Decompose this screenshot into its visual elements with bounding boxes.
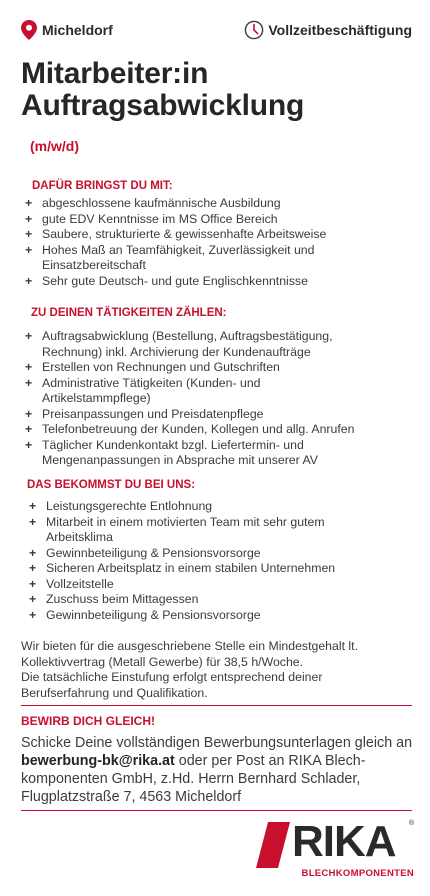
section-title-tasks: ZU DEINEN TÄTIGKEITEN ZÄHLEN: <box>31 307 227 319</box>
list-item: + Preisanpassungen und Preisdatenpflege <box>25 407 385 423</box>
divider <box>21 705 412 706</box>
list-item: + Saubere, strukturierte & gewissenhafte Arbeitsweise <box>25 227 413 243</box>
list-item: + Leistungsgerechte Entlohnung <box>29 499 369 515</box>
list-item: + Administrative Tätigkeiten (Kunden- und Artikelstammpflege) <box>25 376 385 407</box>
logo-subtitle: BLECHKOMPONENTEN <box>301 868 414 879</box>
job-title-line-2: Auftragsabwicklung <box>21 89 305 122</box>
salary-line-3: Die tatsächliche Einstufung erfolgt entsprechend deiner <box>21 670 323 684</box>
list-item: + Sicheren Arbeitsplatz in einem stabilen Unternehmen <box>29 561 369 577</box>
location-label: Micheldorf <box>42 22 113 38</box>
registered-mark: ® <box>408 820 414 827</box>
divider <box>21 810 412 811</box>
requirements-list <box>25 196 413 289</box>
list-item: + Täglicher Kundenkontakt bzgl. Liefertermin- und Mengenanpassungen in Absprache mit unserer AV <box>25 438 385 469</box>
apply-text-after: oder per Post an RIKA Blech-komponenten GmbH, z.Hd. Herrn Bernhard Schlader, Flugplatzstraße 7, 4563 Micheldorf <box>21 753 366 805</box>
company-logo <box>256 818 416 882</box>
list-item: + Erstellen von Rechnungen und Gutschriften <box>25 360 385 376</box>
map-pin-icon <box>21 20 37 40</box>
salary-line-1: Wir bieten für die ausgeschriebene Stelle ein Mindestgehalt lt. <box>21 639 358 653</box>
gender-note: (m/w/d) <box>30 138 79 154</box>
job-title <box>21 58 304 122</box>
list-item: + abgeschlossene kaufmännische Ausbildung <box>25 196 413 212</box>
apply-email-link[interactable]: bewerbung-bk@rika.at <box>21 753 175 769</box>
list-item: + Mitarbeit in einem motivierten Team mit sehr gutem Arbeitsklima <box>29 515 369 546</box>
job-meta-bar <box>21 20 412 44</box>
salary-info <box>21 639 413 701</box>
salary-line-2: Kollektivvertrag (Metall Gewerbe) für 38,5 h/Woche. <box>21 654 304 669</box>
employment-type <box>244 20 412 40</box>
list-item: + Auftragsabwicklung (Bestellung, Auftragsbestätigung, Rechnung) inkl. Archivierung der Kundenaufträge <box>25 329 385 360</box>
list-item: + Vollzeitstelle <box>29 577 369 593</box>
list-item: + Telefonbetreuung der Kunden, Kollegen und allg. Anrufen <box>25 422 385 438</box>
section-title-benefits: DAS BEKOMMST DU BEI UNS: <box>27 479 196 491</box>
list-item: + Gewinnbeteiligung & Pensionsvorsorge <box>29 608 369 624</box>
list-item: + Hohes Maß an Teamfähigkeit, Zuverlässigkeit und Einsatzbereitschaft <box>25 243 413 274</box>
list-item: + gute EDV Kenntnisse im MS Office Bereich <box>25 212 413 228</box>
benefits-list <box>29 499 369 623</box>
section-title-requirements: DAFÜR BRINGST DU MIT: <box>32 180 173 192</box>
list-item: + Gewinnbeteiligung & Pensionsvorsorge <box>29 546 369 562</box>
logo-mark-icon <box>256 822 290 868</box>
logo-wordmark: RIKA <box>292 817 396 866</box>
job-title-line-1: Mitarbeiter:in <box>21 57 209 90</box>
list-item: + Sehr gute Deutsch- und gute Englischkenntnisse <box>25 274 413 290</box>
location <box>21 20 113 40</box>
apply-heading: BEWIRB DICH GLEICH! <box>21 714 155 728</box>
employment-type-label: Vollzeitbeschäftigung <box>268 22 412 38</box>
clock-icon <box>244 20 264 40</box>
salary-line-4: Berufserfahrung und Qualifikation. <box>21 685 208 700</box>
apply-text-before: Schicke Deine vollständigen Bewerbungsunterlagen gleich an <box>21 735 413 751</box>
apply-instructions <box>21 734 413 806</box>
tasks-list <box>25 329 385 469</box>
list-item: + Zuschuss beim Mittagessen <box>29 592 369 608</box>
